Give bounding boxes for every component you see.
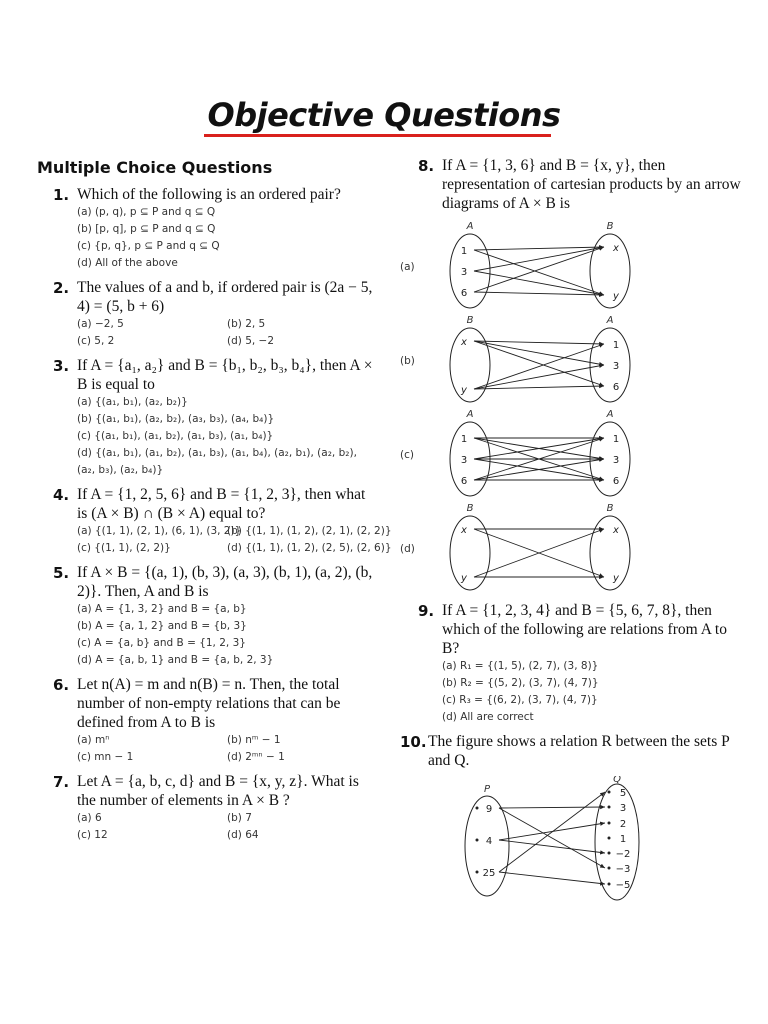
- set-name: B: [606, 221, 614, 232]
- mapping-arrow: [499, 808, 605, 868]
- question-2: [37, 278, 377, 350]
- option-c: (c) A = {a, b} and B = {1, 2, 3}: [77, 637, 246, 649]
- question-1: [37, 185, 377, 272]
- set-name: A: [606, 409, 614, 420]
- question-text: The values of a and b, if ordered pair is (2a − 5, 4) = (5, b + 6): [77, 279, 373, 315]
- option-list: [77, 810, 377, 844]
- element-dot: [476, 807, 479, 810]
- question-text: If A = {a₁, a₂} and B = {b₁, b₂, b₃, b₄}, then A × B is equal to: [77, 357, 373, 393]
- question-number: 9.: [418, 602, 435, 620]
- question-number: 8.: [418, 157, 435, 175]
- question-text: Let A = {a, b, c, d} and B = {x, y, z}. What is the number of elements in A × B ?: [77, 773, 359, 809]
- option-a: (a) 6: [77, 812, 102, 824]
- set-ellipse: [590, 516, 630, 590]
- option-b: (b) 2, 5: [227, 318, 266, 330]
- question-4: [37, 485, 392, 557]
- option-list: [77, 601, 377, 669]
- option-c: (c) {(1, 1), (2, 2)}: [77, 542, 171, 554]
- option-b: (b) 7: [227, 812, 252, 824]
- mapping-arrow: [474, 341, 604, 386]
- element-label: 6: [612, 476, 620, 487]
- question-text: Which of the following is an ordered pair?: [77, 186, 341, 203]
- element-label: 6: [460, 476, 468, 487]
- relation-figure: [402, 776, 742, 911]
- option-a: (a) R₁ = {(1, 5), (2, 7), (3, 8)}: [442, 660, 599, 672]
- diagram-option-a: [402, 219, 742, 313]
- set-name: P: [483, 784, 491, 795]
- element-label: 6: [460, 288, 468, 299]
- question-number: 6.: [53, 676, 70, 694]
- option-list: [77, 204, 377, 272]
- option-d: (d) All of the above: [77, 257, 178, 269]
- question-3: [37, 356, 377, 479]
- question-text: If A × B = {(a, 1), (b, 3), (a, 3), (b, 1), (a, 2), (b, 2)}. Then, A and B is: [77, 564, 373, 600]
- question-number: 5.: [53, 564, 70, 582]
- option-c: (c) {p, q}, p ⊆ P and q ⊆ Q: [77, 240, 220, 252]
- element-label: x: [613, 243, 619, 254]
- element-label: 3: [460, 455, 468, 466]
- mapping-arrow: [474, 271, 604, 295]
- question-list: [37, 185, 392, 844]
- question-text: If A = {1, 2, 3, 4} and B = {5, 6, 7, 8}, then which of the following are relations from A to B?: [442, 602, 727, 657]
- element-label: 9: [485, 804, 493, 815]
- element-label: 1: [460, 434, 468, 445]
- question-text: If A = {1, 3, 6} and B = {x, y}, then representation of cartesian products by an arrow diagrams of A × B is: [442, 157, 741, 212]
- set-name: B: [466, 503, 474, 514]
- diagram-label: (c): [400, 449, 414, 461]
- set-ellipse: [590, 328, 630, 402]
- option-d: (d) 2ᵐⁿ − 1: [227, 751, 285, 763]
- element-dot: [608, 822, 611, 825]
- option-a: (a) (p, q), p ⊆ P and q ⊆ Q: [77, 206, 216, 218]
- element-label: 2: [619, 819, 627, 830]
- set-ellipse: [450, 328, 490, 402]
- option-a: (a) {(a₁, b₁), (a₂, b₂)}: [77, 396, 188, 408]
- option-list: [77, 316, 377, 350]
- right-column: [402, 156, 742, 911]
- element-dot: [476, 871, 479, 874]
- option-b: (b) A = {a, 1, 2} and B = {b, 3}: [77, 620, 247, 632]
- element-label: y: [461, 385, 467, 396]
- arrow-diagram: [420, 313, 720, 407]
- question-text: Let n(A) = m and n(B) = n. Then, the total number of non-empty relations that can be defined from A to B is: [77, 676, 341, 731]
- element-label: x: [461, 337, 467, 348]
- element-dot: [608, 883, 611, 886]
- element-label: 1: [619, 834, 627, 845]
- mapping-arrow: [474, 341, 604, 344]
- option-c: (c) 5, 2: [77, 335, 115, 347]
- question-8: [402, 156, 742, 213]
- diagram-label: (a): [400, 261, 415, 273]
- set-ellipse: [450, 234, 490, 308]
- mapping-arrow: [499, 807, 605, 808]
- option-b: (b) nᵐ − 1: [227, 734, 281, 746]
- set-ellipse: [450, 516, 490, 590]
- element-label: y: [461, 573, 467, 584]
- element-label: 6: [612, 382, 620, 393]
- set-name: A: [466, 221, 474, 232]
- mapping-arrow: [474, 250, 604, 295]
- mapping-arrow: [499, 872, 605, 884]
- mapping-arrow: [474, 247, 604, 271]
- option-c: (c) R₃ = {(6, 2), (3, 7), (4, 7)}: [442, 694, 598, 706]
- left-column: [37, 156, 392, 850]
- element-label: −2: [615, 849, 631, 860]
- option-c: (c) {(a₁, b₁), (a₁, b₂), (a₁, b₃), (a₁, b₄)}: [77, 430, 274, 442]
- element-dot: [608, 867, 611, 870]
- option-d: (d) All are correct: [442, 711, 534, 723]
- set-name: A: [466, 409, 474, 420]
- diagram-label: (d): [400, 543, 415, 555]
- question-number: 4.: [53, 486, 70, 504]
- element-dot: [608, 806, 611, 809]
- element-dot: [608, 837, 611, 840]
- question-7: [37, 772, 377, 844]
- option-a: (a) −2, 5: [77, 318, 124, 330]
- set-name: A: [606, 315, 614, 326]
- option-c: (c) 12: [77, 829, 108, 841]
- option-d: (d) {(1, 1), (1, 2), (2, 5), (2, 6)}: [227, 542, 392, 554]
- question-10: [402, 732, 742, 770]
- option-d: (d) 5, −2: [227, 335, 275, 347]
- question-number: 1.: [53, 186, 70, 204]
- option-d: (d) 64: [227, 829, 259, 841]
- diagram-option-c: [402, 407, 742, 501]
- option-list: [77, 394, 377, 479]
- question-number: 10.: [400, 733, 427, 751]
- option-b: (b) [p, q], p ⊆ P and q ⊆ Q: [77, 223, 216, 235]
- option-b: (b) {(a₁, b₁), (a₂, b₂), (a₃, b₃), (a₄, b₄)}: [77, 413, 275, 425]
- element-label: 4: [485, 836, 493, 847]
- option-a: (a) A = {1, 3, 2} and B = {a, b}: [77, 603, 247, 615]
- element-label: 3: [460, 267, 468, 278]
- relation-diagram: [442, 776, 742, 906]
- option-a: (a) mⁿ: [77, 734, 110, 746]
- element-label: x: [461, 525, 467, 536]
- option-b: (b) {(1, 1), (1, 2), (2, 1), (2, 2)}: [227, 525, 392, 537]
- set-name: B: [466, 315, 474, 326]
- element-label: y: [613, 291, 619, 302]
- question-text: The figure shows a relation R between the sets P and Q.: [428, 733, 730, 769]
- option-d: (d) {(a₁, b₁), (a₁, b₂), (a₁, b₃), (a₁, b₄), (a₂, b₁), (a₂, b₂), (a₂, b₃), (a₂, b₄)}: [77, 447, 357, 476]
- mapping-arrow: [474, 365, 604, 389]
- element-label: x: [613, 525, 619, 536]
- q8-diagram-options: [402, 219, 742, 595]
- element-label: 1: [612, 340, 620, 351]
- page-title: Objective Questions: [207, 96, 561, 134]
- set-name: Q: [613, 776, 621, 785]
- question-6: [37, 675, 377, 766]
- element-dot: [476, 839, 479, 842]
- element-label: 5: [619, 788, 627, 799]
- element-label: 1: [612, 434, 620, 445]
- option-d: (d) A = {a, b, 1} and B = {a, b, 2, 3}: [77, 654, 274, 666]
- option-a: (a) {(1, 1), (2, 1), (6, 1), (3, 2)}: [77, 525, 242, 537]
- element-label: 3: [612, 361, 620, 372]
- arrow-diagram: [420, 219, 720, 313]
- element-label: 1: [460, 246, 468, 257]
- mapping-arrow: [499, 792, 605, 872]
- option-list: [77, 523, 392, 557]
- option-list: [442, 658, 742, 726]
- mapping-arrow: [474, 386, 604, 389]
- set-name: B: [606, 503, 614, 514]
- mapping-arrow: [474, 247, 604, 250]
- element-dot: [608, 791, 611, 794]
- mapping-arrow: [474, 344, 604, 389]
- diagram-option-b: [402, 313, 742, 407]
- question-number: 2.: [53, 279, 70, 297]
- element-label: 3: [619, 803, 627, 814]
- option-b: (b) R₂ = {(5, 2), (3, 7), (4, 7)}: [442, 677, 599, 689]
- diagram-option-d: [402, 501, 742, 595]
- diagram-label: (b): [400, 355, 415, 367]
- section-heading: Multiple Choice Questions: [37, 158, 273, 177]
- set-ellipse: [590, 234, 630, 308]
- element-label: −5: [615, 880, 631, 891]
- arrow-diagram: [420, 407, 720, 501]
- element-label: y: [613, 573, 619, 584]
- arrow-diagram: [420, 501, 720, 595]
- option-c: (c) mn − 1: [77, 751, 134, 763]
- element-label: 3: [612, 455, 620, 466]
- mapping-arrow: [474, 292, 604, 295]
- mapping-arrow: [499, 840, 605, 853]
- question-text: If A = {1, 2, 5, 6} and B = {1, 2, 3}, then what is (A × B) ∩ (B × A) equal to?: [77, 486, 366, 522]
- element-dot: [608, 852, 611, 855]
- option-list: [77, 732, 377, 766]
- question-number: 3.: [53, 357, 70, 375]
- mapping-arrow: [474, 341, 604, 365]
- question-9: [402, 601, 742, 726]
- question-number: 7.: [53, 773, 70, 791]
- title-underline: [204, 134, 551, 137]
- element-label: −3: [615, 864, 631, 875]
- question-5: [37, 563, 377, 669]
- element-label: 25: [482, 868, 496, 879]
- mapping-arrow: [474, 247, 604, 292]
